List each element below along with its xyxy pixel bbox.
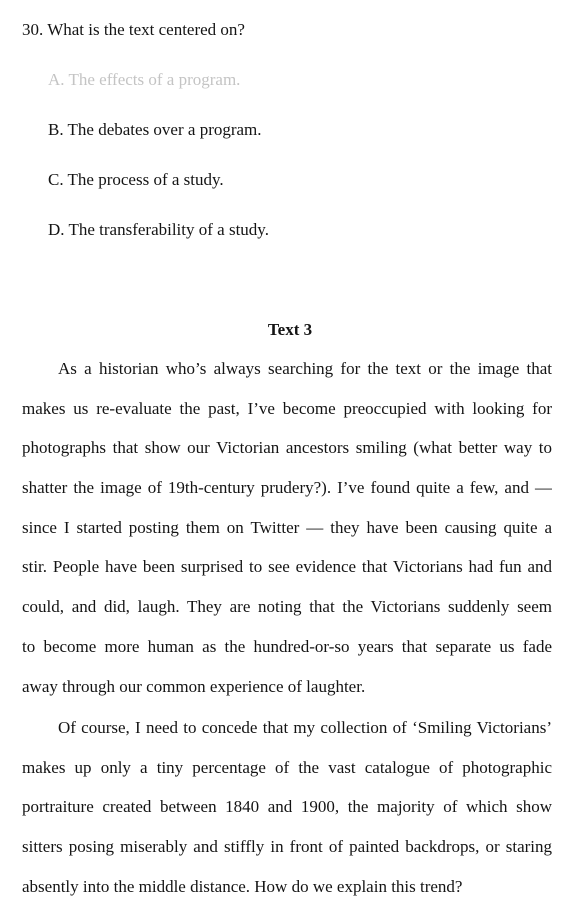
paragraph-line: makes up only a tiny percentage of the vast catalogue of photographic xyxy=(22,757,552,777)
paragraph-line: As a historian who’s always searching for the text or the image that xyxy=(58,359,552,378)
paragraph-2 xyxy=(22,716,552,914)
option-a: A. The effects of a program. xyxy=(48,70,241,89)
question-30-stem: 30. What is the text centered on? xyxy=(22,20,245,39)
paragraph-line: since I started posting them on Twitter — they have been causing quite a xyxy=(22,517,552,537)
paragraph-line: away through our common experience of laughter. xyxy=(22,676,366,696)
paragraph-line: could, and did, laugh. They are noting that the Victorians suddenly seem xyxy=(22,597,552,617)
paragraph-1 xyxy=(22,357,552,714)
paragraph-line: sitters posing miserably and stiffly in front of painted backdrops, or staring xyxy=(22,837,552,857)
paragraph-line: makes us re-evaluate the past, I’ve become preoccupied with looking for xyxy=(22,398,552,418)
paragraph-line: Of course, I need to concede that my collection of ‘Smiling Victorians’ xyxy=(58,718,552,737)
section-title: Text 3 xyxy=(267,320,313,339)
paragraph-line: shatter the image of 19th-century prudery?). I’ve found quite a few, and — xyxy=(22,478,552,498)
paragraph-line: stir. People have been surprised to see evidence that Victorians had fun and xyxy=(22,557,552,577)
option-d: D. The transferability of a study. xyxy=(48,220,269,239)
option-c: C. The process of a study. xyxy=(48,170,224,189)
option-b: B. The debates over a program. xyxy=(48,120,262,139)
paragraph-line: photographs that show our Victorian ancestors smiling (what better way to xyxy=(22,438,552,458)
paragraph-line: absently into the middle distance. How do we explain this trend? xyxy=(22,876,463,896)
paragraph-line: to become more human as the hundred-or-so years that separate us fade xyxy=(22,636,552,656)
paragraph-line: portraiture created between 1840 and 1900, the majority of which show xyxy=(22,797,552,817)
